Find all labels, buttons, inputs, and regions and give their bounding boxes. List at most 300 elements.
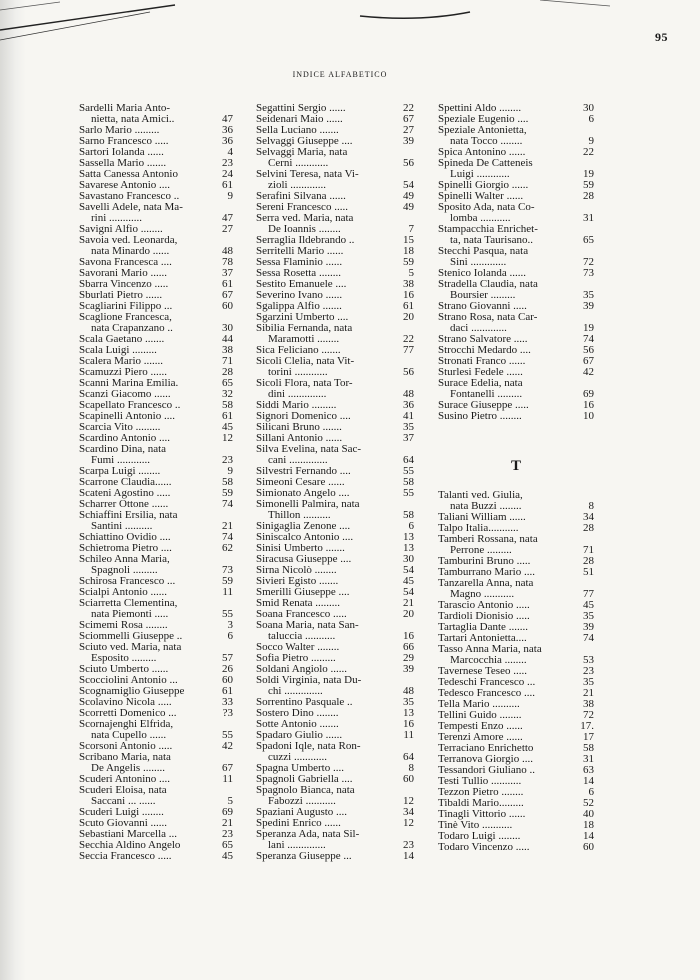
entry-name-continuation: Sini .............	[450, 257, 507, 268]
entry-page-number: 53	[583, 654, 594, 666]
entry-page-number: 58	[222, 476, 233, 488]
entry-page-number: 45	[403, 575, 414, 587]
index-entry-line	[79, 686, 233, 697]
entry-name: Tinagli Vittorio ......	[438, 809, 526, 820]
entry-name: Spica Antonino ......	[438, 147, 526, 158]
entry-name: Siracusa Giuseppe ....	[256, 554, 352, 565]
index-entry-line	[256, 576, 414, 587]
index-entry-line	[79, 158, 233, 169]
entry-name: Sicoli Flora, nata Tor-	[256, 378, 353, 389]
entry-name: Tellini Guido ........	[438, 710, 522, 721]
index-entry-line	[256, 774, 414, 785]
index-entry-line	[256, 840, 414, 851]
index-entry	[79, 477, 233, 488]
entry-name: Scolavino Nicola .....	[79, 697, 172, 708]
entry-page-number: 9	[227, 465, 233, 477]
index-entry-line	[256, 334, 414, 345]
index-entry	[438, 334, 594, 345]
entry-name: Todaro Vincenzo .....	[438, 842, 530, 853]
entry-name-continuation: Santini ..........	[91, 521, 153, 532]
entry-name: Signori Domenico ....	[256, 411, 351, 422]
entry-page-number: 54	[403, 586, 414, 598]
entry-name: Sestito Emanuele ....	[256, 279, 347, 290]
entry-name: Scateni Agostino .....	[79, 488, 171, 499]
entry-page-number: 21	[403, 597, 414, 609]
entry-name: Selvaggi Giuseppe ....	[256, 136, 353, 147]
entry-page-number: 21	[222, 520, 233, 532]
index-entry-line	[256, 455, 414, 466]
index-entry	[256, 279, 414, 290]
entry-name: Scocciolini Antonio ...	[79, 675, 178, 686]
entry-name: Scuderi Antonino ....	[79, 774, 171, 785]
index-entry	[256, 268, 414, 279]
entry-page-number: 58	[222, 399, 233, 411]
index-entry	[438, 279, 594, 301]
index-entry	[256, 433, 414, 444]
index-entry	[256, 466, 414, 477]
index-entry-line	[79, 631, 233, 642]
entry-page-number: 74	[222, 531, 233, 543]
index-entry	[438, 534, 594, 556]
entry-page-number: 69	[222, 806, 233, 818]
index-entry	[438, 125, 594, 147]
entry-name-continuation: nata Minardo ......	[91, 246, 170, 257]
index-entry	[438, 180, 594, 191]
index-entry-line	[256, 367, 414, 378]
section-gap	[438, 422, 594, 442]
index-entry-line	[438, 147, 594, 158]
entry-name-continuation: Boursier .........	[450, 290, 516, 301]
index-entry-line	[79, 807, 233, 818]
index-entry-line	[438, 301, 594, 312]
entry-page-number: 55	[403, 465, 414, 477]
index-entry-line	[438, 699, 594, 710]
entry-name: Susino Pietro ........	[438, 411, 522, 422]
index-entry	[79, 367, 233, 378]
index-entry	[256, 246, 414, 257]
index-entry-line	[256, 466, 414, 477]
entry-page-number: 6	[588, 786, 594, 798]
entry-page-number: 11	[222, 773, 233, 785]
index-entry	[79, 719, 233, 741]
entry-name: Silva Evelina, nata Sac-	[256, 444, 362, 455]
index-entry-line	[79, 367, 233, 378]
index-entry-line	[438, 213, 594, 224]
index-entry-line	[79, 323, 233, 334]
index-entry-line	[438, 644, 594, 655]
index-entry	[438, 356, 594, 367]
index-entry-line	[438, 743, 594, 754]
entry-page-number: 16	[403, 289, 414, 301]
index-entry-line	[438, 765, 594, 776]
index-entry-line	[79, 565, 233, 576]
index-entry	[438, 677, 594, 688]
entry-name: Savastano Francesco ..	[79, 191, 180, 202]
index-entry-line	[438, 710, 594, 721]
entry-name-continuation: Fontanelli .........	[450, 389, 523, 400]
entry-page-number: 74	[222, 498, 233, 510]
index-entry	[79, 741, 233, 752]
entry-page-number: 8	[588, 500, 594, 512]
index-entry	[256, 532, 414, 543]
index-entry	[79, 840, 233, 851]
entry-name: Scardino Antonio ....	[79, 433, 171, 444]
entry-name-continuation: De Angelis ........	[91, 763, 165, 774]
entry-name: Stecchi Pasqua, nata	[438, 246, 529, 257]
entry-page-number: 55	[222, 608, 233, 620]
index-entry-line	[256, 851, 414, 862]
entry-page-number: 74	[583, 632, 594, 644]
entry-page-number: 23	[583, 665, 594, 677]
entry-page-number: 37	[222, 267, 233, 279]
entry-page-number: 64	[403, 751, 414, 763]
entry-name: Tarascio Antonio .....	[438, 600, 530, 611]
index-entry-line	[256, 697, 414, 708]
index-entry-line	[438, 180, 594, 191]
entry-page-number: 21	[222, 817, 233, 829]
entry-name-continuation: lomba ...........	[450, 213, 511, 224]
page-number: 95	[655, 30, 668, 44]
entry-page-number: 13	[403, 707, 414, 719]
index-entry-line	[256, 136, 414, 147]
entry-name-continuation: lani ..............	[268, 840, 326, 851]
index-entry	[79, 829, 233, 840]
index-entry-line	[79, 499, 233, 510]
index-entry-line	[438, 323, 594, 334]
index-entry-line	[438, 191, 594, 202]
index-entry	[256, 653, 414, 664]
index-entry	[256, 763, 414, 774]
entry-name: Siddi Mario .........	[256, 400, 337, 411]
index-entry-line	[256, 796, 414, 807]
index-entry-line	[79, 312, 233, 323]
index-entry	[438, 600, 594, 611]
index-entry-line	[256, 235, 414, 246]
index-entry	[79, 334, 233, 345]
index-entry-line	[256, 422, 414, 433]
index-entry-line	[438, 820, 594, 831]
entry-name: Stenico Iolanda ......	[438, 268, 526, 279]
index-entry	[79, 697, 233, 708]
index-entry-line	[79, 653, 233, 664]
entry-name-continuation: De Ioannis ........	[268, 224, 341, 235]
entry-name: Silicani Bruno .......	[256, 422, 342, 433]
index-entry-line	[256, 246, 414, 257]
index-entry-line	[438, 666, 594, 677]
index-entry	[438, 367, 594, 378]
entry-name: Speziale Antonietta,	[438, 125, 527, 136]
entry-page-number: 7	[408, 223, 414, 235]
index-entry	[79, 543, 233, 554]
index-entry	[438, 202, 594, 224]
entry-page-number: 52	[583, 797, 594, 809]
index-entry-line	[256, 400, 414, 411]
index-entry	[438, 103, 594, 114]
index-entry	[79, 103, 233, 125]
index-entry-line	[79, 774, 233, 785]
index-entry	[79, 191, 233, 202]
index-entry	[79, 785, 233, 807]
entry-name: Testi Tullio ...........	[438, 776, 522, 787]
entry-name: Siniscalco Antonio ....	[256, 532, 354, 543]
entry-page-number: 22	[403, 333, 414, 345]
entry-name: Terranova Giorgio ....	[438, 754, 533, 765]
index-entry-line	[79, 554, 233, 565]
entry-name-continuation: Luigi ............	[450, 169, 510, 180]
entry-name: Tasso Anna Maria, nata	[438, 644, 542, 655]
entry-page-number: 39	[583, 300, 594, 312]
entry-page-number: 39	[403, 663, 414, 675]
entry-page-number: 20	[403, 311, 414, 323]
entry-page-number: 77	[583, 588, 594, 600]
index-entry	[438, 809, 594, 820]
entry-name: Segattini Sergio ......	[256, 103, 346, 114]
entry-name: Tempesti Enzo ......	[438, 721, 523, 732]
index-entry-line	[256, 488, 414, 499]
index-entry	[256, 697, 414, 708]
index-entry-line	[438, 633, 594, 644]
index-entry-line	[79, 598, 233, 609]
entry-page-number: 28	[583, 190, 594, 202]
entry-name: Tibaldi Mario.........	[438, 798, 524, 809]
entry-page-number: 44	[222, 333, 233, 345]
index-entry-line	[438, 279, 594, 290]
entry-name: Scapellato Francesco ..	[79, 400, 181, 411]
entry-page-number: 14	[583, 775, 594, 787]
index-entry-line	[256, 499, 414, 510]
entry-name-continuation: nata Piemonti .....	[91, 609, 169, 620]
index-entry-line	[256, 543, 414, 554]
index-entry-line	[79, 510, 233, 521]
entry-page-number: 5	[408, 267, 414, 279]
index-entry-line	[79, 147, 233, 158]
entry-name: Serra ved. Maria, nata	[256, 213, 354, 224]
index-entry-line	[438, 809, 594, 820]
entry-name: Sartori Iolanda ......	[79, 147, 164, 158]
index-entry-line	[256, 169, 414, 180]
entry-page-number: 32	[222, 388, 233, 400]
index-entry-line	[79, 125, 233, 136]
entry-page-number: 21	[583, 687, 594, 699]
entry-name-continuation: Fumi ............	[91, 455, 150, 466]
entry-name: Surace Edelia, nata	[438, 378, 523, 389]
entry-name: Spadaro Giulio ......	[256, 730, 343, 741]
entry-page-number: 17.	[580, 720, 594, 732]
entry-name: Scamuzzi Piero ......	[79, 367, 167, 378]
entry-name-continuation: cuzzi ............	[268, 752, 327, 763]
entry-name: Tessandori Giuliano ..	[438, 765, 535, 776]
index-entry	[438, 765, 594, 776]
entry-page-number: 31	[583, 753, 594, 765]
index-entry	[256, 400, 414, 411]
entry-name-continuation: zioli .............	[268, 180, 327, 191]
index-entry	[256, 136, 414, 147]
entry-name: Scognamiglio Giuseppe	[79, 686, 185, 697]
entry-name: Soana Maria, nata San-	[256, 620, 359, 631]
entry-page-number: 13	[403, 531, 414, 543]
index-entry	[438, 633, 594, 644]
index-entry	[256, 576, 414, 587]
index-entry-line	[79, 136, 233, 147]
entry-name: Savarese Antonio ....	[79, 180, 171, 191]
index-entry-line	[256, 224, 414, 235]
index-entry-line	[79, 202, 233, 213]
entry-name: Sirna Nicolò ........	[256, 565, 337, 576]
entry-name-continuation: Maramotti ........	[268, 334, 340, 345]
entry-page-number: 35	[403, 696, 414, 708]
index-entry	[438, 820, 594, 831]
entry-page-number: 34	[583, 511, 594, 523]
entry-page-number: 4	[227, 146, 233, 158]
entry-page-number: 6	[588, 113, 594, 125]
entry-name: Sbarra Vincenzo .....	[79, 279, 169, 290]
index-entry	[79, 235, 233, 257]
entry-name: Sturlesi Fedele ......	[438, 367, 523, 378]
entry-page-number: 39	[583, 621, 594, 633]
entry-name: Sinisi Umberto .......	[256, 543, 345, 554]
index-entry	[438, 732, 594, 743]
index-entry-line	[438, 356, 594, 367]
entry-name: Sarno Francesco .....	[79, 136, 169, 147]
index-entry	[79, 598, 233, 620]
index-entry	[79, 301, 233, 312]
entry-name: Sella Luciano .......	[256, 125, 339, 136]
entry-name-continuation: torini ............	[268, 367, 328, 378]
index-entry	[438, 688, 594, 699]
entry-name: Scagliarini Filippo ...	[79, 301, 173, 312]
index-entry-line	[79, 642, 233, 653]
entry-name: Seidenari Maio ......	[256, 114, 343, 125]
index-entry	[256, 312, 414, 323]
index-entry	[256, 598, 414, 609]
entry-name: Serritelli Mario ......	[256, 246, 344, 257]
index-entry	[438, 268, 594, 279]
index-entry-line	[79, 840, 233, 851]
entry-name: Sciuto Umberto ......	[79, 664, 169, 675]
entry-name: Sassella Mario .......	[79, 158, 167, 169]
entry-name: Tamburrano Mario ....	[438, 567, 535, 578]
index-entry	[256, 521, 414, 532]
entry-page-number: 38	[222, 344, 233, 356]
index-entry-line	[79, 477, 233, 488]
index-entry-line	[438, 655, 594, 666]
entry-page-number: 59	[222, 487, 233, 499]
index-entry-line	[79, 257, 233, 268]
index-entry-line	[256, 444, 414, 455]
entry-name-continuation: nietta, nata Amici..	[91, 114, 175, 125]
index-entry	[256, 664, 414, 675]
entry-page-number: 55	[403, 487, 414, 499]
entry-name: Talpo Italia...........	[438, 523, 519, 534]
index-entry-line	[438, 501, 594, 512]
index-entry-line	[256, 818, 414, 829]
entry-name: Sciarretta Clementina,	[79, 598, 178, 609]
index-entry-line	[256, 125, 414, 136]
entry-page-number: 27	[222, 223, 233, 235]
scan-edge-shadow	[0, 0, 26, 980]
index-entry	[256, 356, 414, 378]
running-head: INDICE ALFABETICO	[292, 70, 388, 79]
index-entry	[79, 224, 233, 235]
index-entry	[256, 378, 414, 400]
entry-page-number: 65	[222, 377, 233, 389]
entry-page-number: 13	[403, 542, 414, 554]
entry-page-number: 45	[222, 421, 233, 433]
index-entry-line	[79, 334, 233, 345]
entry-name: Selvini Teresa, nata Vi-	[256, 169, 359, 180]
index-entry-line	[79, 103, 233, 114]
index-entry	[79, 312, 233, 334]
entry-name: Scarrone Claudia......	[79, 477, 172, 488]
index-entry	[438, 798, 594, 809]
entry-name: Surace Giuseppe .....	[438, 400, 529, 411]
index-entry	[256, 323, 414, 345]
entry-page-number: 63	[583, 764, 594, 776]
entry-page-number: 64	[403, 454, 414, 466]
entry-page-number: 42	[222, 740, 233, 752]
entry-page-number: 60	[222, 674, 233, 686]
entry-name: Scharrer Ottone ......	[79, 499, 169, 510]
index-entry	[256, 213, 414, 235]
entry-name: Severino Ivano ......	[256, 290, 343, 301]
entry-name: Scribano Maria, nata	[79, 752, 171, 763]
index-entry	[256, 125, 414, 136]
index-entry-line	[438, 578, 594, 589]
entry-page-number: 56	[583, 344, 594, 356]
index-entry	[438, 147, 594, 158]
index-entry-line	[79, 675, 233, 686]
entry-page-number: 61	[222, 410, 233, 422]
entry-name: Sessa Rosetta ........	[256, 268, 341, 279]
index-entry	[79, 411, 233, 422]
index-column-2	[256, 103, 414, 862]
index-entry	[79, 356, 233, 367]
index-entry	[438, 345, 594, 356]
index-entry-line	[79, 576, 233, 587]
entry-page-number: 61	[403, 300, 414, 312]
entry-page-number: 56	[403, 366, 414, 378]
entry-page-number: 54	[403, 564, 414, 576]
entry-page-number: 28	[583, 522, 594, 534]
index-entry-line	[79, 587, 233, 598]
index-entry	[256, 851, 414, 862]
entry-page-number: 28	[222, 366, 233, 378]
index-entry-line	[79, 411, 233, 422]
entry-name: Scardino Dina, nata	[79, 444, 167, 455]
index-entry-line	[438, 400, 594, 411]
index-entry-line	[79, 224, 233, 235]
index-entry-line	[438, 622, 594, 633]
entry-page-number: 35	[583, 610, 594, 622]
entry-name: Sgalippa Alfio .......	[256, 301, 342, 312]
entry-page-number: 58	[403, 509, 414, 521]
index-entry-line	[438, 169, 594, 180]
entry-name: Scala Luigi .........	[79, 345, 157, 356]
entry-name: Tavernese Teseo .....	[438, 666, 527, 677]
entry-page-number: 67	[222, 289, 233, 301]
entry-page-number: 18	[403, 245, 414, 257]
index-entry	[438, 512, 594, 523]
entry-page-number: 37	[403, 432, 414, 444]
index-entry	[438, 699, 594, 710]
index-entry-line	[438, 290, 594, 301]
entry-page-number: 42	[583, 366, 594, 378]
index-entry-line	[79, 290, 233, 301]
entry-page-number: 26	[222, 663, 233, 675]
entry-page-number: 71	[583, 544, 594, 556]
entry-name-continuation: daci .............	[450, 323, 507, 334]
index-entry	[438, 622, 594, 633]
